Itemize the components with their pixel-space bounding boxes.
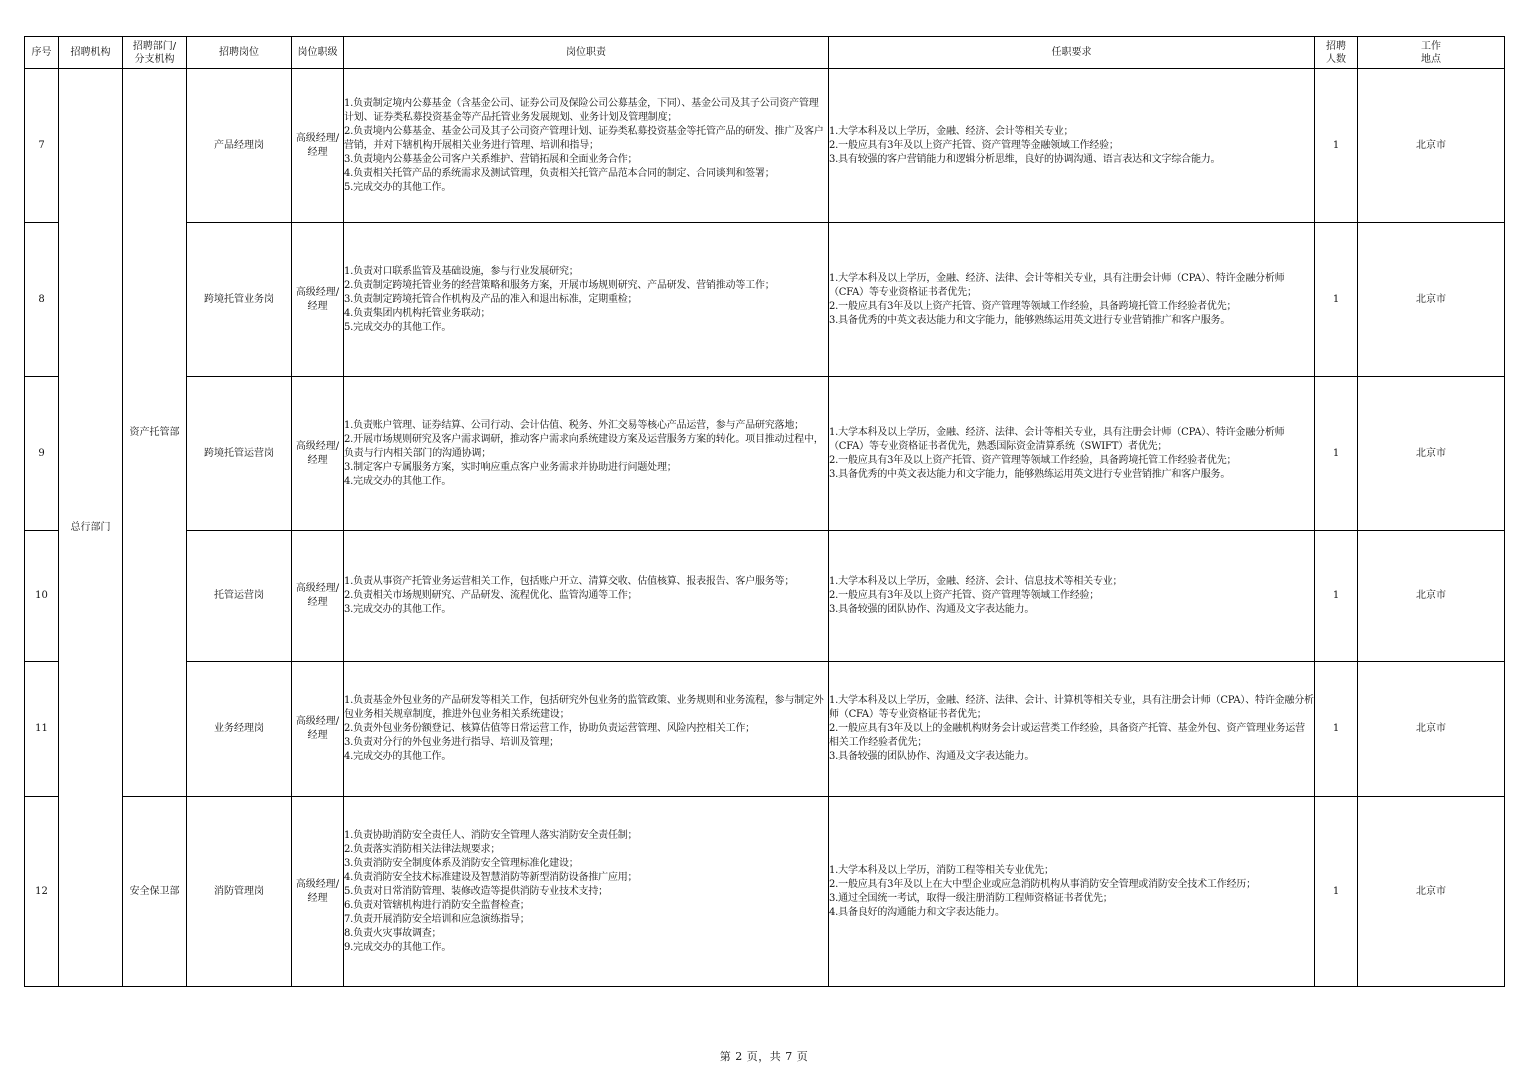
requirement-line: 2.一般应具有3年及以上资产托管、资产管理等领域工作经验，具备跨境托管工作经验者优先； xyxy=(829,454,1237,466)
duty-line: 4.完成交办的其他工作。 xyxy=(344,751,452,762)
duty-line: 2.负责境内公募基金、基金公司及其子公司资产管理计划、证券类私募投资基金等托管产品的研发、推广及客户营销，并对下辖机构开展相关业务进行管理、培训和指导； xyxy=(344,125,824,151)
duty-line: 6.负责对管辖机构进行消防安全监督检查； xyxy=(344,899,530,911)
requirement-line: 2.一般应具有3年及以上资产托管、资产管理等金融领域工作经验； xyxy=(829,139,1119,151)
duty-line: 7.负责开展消防安全培训和应急演练指导； xyxy=(344,913,530,925)
header-count xyxy=(1315,37,1358,69)
dept-cell-security: 安全保卫部 xyxy=(123,797,187,987)
duty-line: 1.负责基金外包业务的产品研发等相关工作，包括研究外包业务的监管政策、业务规则和业务流程，参与制定外包业务相关规章制度，推进外包业务相关系统建设； xyxy=(344,695,824,720)
duties-cell xyxy=(344,377,829,531)
duty-line: 4.负责集团内机构托管业务联动； xyxy=(344,307,491,319)
header-dept xyxy=(123,37,187,69)
duties-cell xyxy=(344,223,829,377)
requirement-line: 1.大学本科及以上学历，金融、经济、法律、会计、计算机等相关专业，具有注册会计师（CPA）、特许金融分析师（CFA）等专业资格证书者优先； xyxy=(829,695,1314,720)
seq-cell: 12 xyxy=(25,797,59,987)
header-count-line1: 招聘 xyxy=(1326,40,1346,52)
duty-line: 2.负责相关市场规则研究、产品研发、流程优化、监管沟通等工作； xyxy=(344,590,638,601)
position-cell: 跨境托管运营岗 xyxy=(187,377,292,531)
header-location xyxy=(1358,37,1505,69)
location-cell: 北京市 xyxy=(1358,797,1505,987)
header-requirements: 任职要求 xyxy=(829,37,1315,69)
count-cell: 1 xyxy=(1315,69,1358,223)
header-dept-line2: 分支机构 xyxy=(134,53,175,65)
level-cell: 高级经理/经理 xyxy=(292,377,344,531)
level-cell: 高级经理/经理 xyxy=(292,662,344,797)
requirement-line: 4.具备良好的沟通能力和文字表达能力。 xyxy=(829,906,1005,918)
dept-cell-custody: 资产托管部 xyxy=(123,69,187,797)
location-cell: 北京市 xyxy=(1358,662,1505,797)
header-level: 岗位职级 xyxy=(292,37,344,69)
duty-line: 1.负责协助消防安全责任人、消防安全管理人落实消防安全责任制； xyxy=(344,829,638,841)
seq-cell: 10 xyxy=(25,531,59,662)
duty-line: 3.负责消防安全制度体系及消防安全管理标准化建设； xyxy=(344,857,579,869)
duty-line: 1.负责从事资产托管业务运营相关工作，包括账户开立、清算交收、估值核算、报表报告、客户服务等； xyxy=(344,576,795,587)
count-cell: 1 xyxy=(1315,531,1358,662)
level-cell: 高级经理/经理 xyxy=(292,69,344,223)
level-cell: 高级经理/经理 xyxy=(292,797,344,987)
count-cell: 1 xyxy=(1315,223,1358,377)
recruitment-table xyxy=(24,36,1505,987)
duties-cell xyxy=(344,69,829,223)
header-position: 招聘岗位 xyxy=(187,37,292,69)
requirement-line: 3.具备较强的团队协作、沟通及文字表达能力。 xyxy=(829,751,1035,762)
duty-line: 5.负责对日常消防管理、装修改造等提供消防专业技术支持； xyxy=(344,885,608,897)
duty-line: 2.负责制定跨境托管业务的经营策略和服务方案，开展市场规则研究、产品研发、营销推动等工作； xyxy=(344,279,775,291)
requirement-line: 3.具有较强的客户营销能力和逻辑分析思维，良好的协调沟通、语言表达和文字综合能力。 xyxy=(829,153,1221,165)
requirement-line: 1.大学本科及以上学历，金融、经济、会计等相关专业； xyxy=(829,125,1074,137)
table-row xyxy=(25,223,1505,377)
duty-line: 1.负责制定境内公募基金（含基金公司、证券公司及保险公司公募基金，下同）、基金公司及其子公司资产管理计划、证券类私募投资基金等产品托管业务发展规划、业务计划及管理制度； xyxy=(344,97,819,123)
table-row xyxy=(25,69,1505,223)
position-cell: 托管运营岗 xyxy=(187,531,292,662)
count-cell: 1 xyxy=(1315,377,1358,531)
requirements-cell xyxy=(829,69,1315,223)
position-cell: 产品经理岗 xyxy=(187,69,292,223)
requirement-line: 2.一般应具有3年及以上资产托管、资产管理等领域工作经验，具备跨境托管工作经验者优先； xyxy=(829,300,1237,312)
table-row xyxy=(25,662,1505,797)
header-location-line2: 地点 xyxy=(1421,53,1441,65)
position-cell: 业务经理岗 xyxy=(187,662,292,797)
seq-cell: 7 xyxy=(25,69,59,223)
header-org: 招聘机构 xyxy=(59,37,123,69)
duty-line: 5.完成交办的其他工作。 xyxy=(344,321,452,333)
header-duties: 岗位职责 xyxy=(344,37,829,69)
seq-cell: 8 xyxy=(25,223,59,377)
requirements-cell xyxy=(829,797,1315,987)
duty-line: 4.负责消防安全技术标准建设及智慧消防等新型消防设备推广应用； xyxy=(344,871,638,883)
duty-line: 9.完成交办的其他工作。 xyxy=(344,941,452,953)
header-count-line2: 人数 xyxy=(1326,53,1346,65)
requirement-line: 1.大学本科及以上学历，金融、经济、会计、信息技术等相关专业； xyxy=(829,576,1123,587)
duties-cell xyxy=(344,797,829,987)
requirement-line: 3.具备优秀的中英文表达能力和文字能力，能够熟练运用英文进行专业营销推广和客户服务。 xyxy=(829,314,1231,326)
org-cell: 总行部门 xyxy=(59,69,123,987)
duty-line: 1.负责对口联系监管及基础设施，参与行业发展研究； xyxy=(344,265,579,277)
duty-line: 5.完成交办的其他工作。 xyxy=(344,181,452,193)
duty-line: 3.负责制定跨境托管合作机构及产品的准入和退出标准，定期重检； xyxy=(344,293,638,305)
duty-line: 3.负责对分行的外包业务进行指导、培训及管理； xyxy=(344,737,559,748)
location-cell: 北京市 xyxy=(1358,377,1505,531)
count-cell: 1 xyxy=(1315,797,1358,987)
table-row xyxy=(25,531,1505,662)
duty-line: 4.完成交办的其他工作。 xyxy=(344,475,452,487)
requirement-line: 3.通过全国统一考试，取得一级注册消防工程师资格证书者优先； xyxy=(829,892,1113,904)
duties-cell xyxy=(344,662,829,797)
position-cell: 跨境托管业务岗 xyxy=(187,223,292,377)
requirements-cell xyxy=(829,223,1315,377)
page-number: 第 2 页，共 7 页 xyxy=(719,1050,809,1063)
level-cell: 高级经理/经理 xyxy=(292,531,344,662)
duty-line: 3.负责境内公募基金公司客户关系维护、营销拓展和全面业务合作； xyxy=(344,153,638,165)
count-cell: 1 xyxy=(1315,662,1358,797)
requirement-line: 3.具备较强的团队协作、沟通及文字表达能力。 xyxy=(829,604,1035,615)
requirement-line: 2.一般应具有3年及以上资产托管、资产管理等领域工作经验； xyxy=(829,590,1100,601)
duty-line: 2.负责外包业务份额登记、核算估值等日常运营工作，协助负责运营管理、风险内控相关工作； xyxy=(344,723,755,734)
seq-cell: 11 xyxy=(25,662,59,797)
level-cell: 高级经理/经理 xyxy=(292,223,344,377)
seq-cell: 9 xyxy=(25,377,59,531)
requirements-cell xyxy=(829,377,1315,531)
requirement-line: 1.大学本科及以上学历，金融、经济、法律、会计等相关专业，具有注册会计师（CPA）、特许金融分析师（CFA）等专业资格证书者优先； xyxy=(829,272,1285,298)
table-row xyxy=(25,797,1505,987)
duty-line: 2.开展市场规则研究及客户需求调研，推动客户需求向系统建设方案及运营服务方案的转化。项目推动过程中，负责与行内相关部门的沟通协调； xyxy=(344,433,824,459)
requirement-line: 2.一般应具有3年及以上在大中型企业或应急消防机构从事消防安全管理或消防安全技术工作经历； xyxy=(829,878,1256,890)
header-dept-line1: 招聘部门/ xyxy=(132,40,177,52)
table-row xyxy=(25,377,1505,531)
duty-line: 4.负责相关托管产品的系统需求及测试管理，负责相关托管产品范本合同的制定、合同谈判和签署； xyxy=(344,167,775,179)
header-row xyxy=(25,37,1505,69)
location-cell: 北京市 xyxy=(1358,223,1505,377)
requirement-line: 1.大学本科及以上学历，金融、经济、法律、会计等相关专业，具有注册会计师（CPA）、特许金融分析师（CFA）等专业资格证书者优先，熟悉国际资金清算系统（SWIFT）者优先； xyxy=(829,426,1285,452)
requirement-line: 2.一般应具有3年及以上的金融机构财务会计或运营类工作经验，具备资产托管、基金外包、资产管理业务运营相关工作经验者优先； xyxy=(829,723,1305,748)
duty-line: 8.负责火灾事故调查； xyxy=(344,927,442,939)
duty-line: 3.完成交办的其他工作。 xyxy=(344,604,452,615)
position-cell: 消防管理岗 xyxy=(187,797,292,987)
requirements-cell xyxy=(829,662,1315,797)
header-seq: 序号 xyxy=(25,37,59,69)
header-location-line1: 工作 xyxy=(1421,40,1441,52)
duty-line: 2.负责落实消防相关法律法规要求； xyxy=(344,843,501,855)
requirement-line: 3.具备优秀的中英文表达能力和文字能力，能够熟练运用英文进行专业营销推广和客户服务。 xyxy=(829,468,1231,480)
requirements-cell xyxy=(829,531,1315,662)
requirement-line: 1.大学本科及以上学历，消防工程等相关专业优先； xyxy=(829,864,1054,876)
duties-cell xyxy=(344,531,829,662)
location-cell: 北京市 xyxy=(1358,69,1505,223)
duty-line: 1.负责账户管理、证券结算、公司行动、会计估值、税务、外汇交易等核心产品运营，参与产品研究落地； xyxy=(344,419,804,431)
location-cell: 北京市 xyxy=(1358,531,1505,662)
duty-line: 3.制定客户专属服务方案，实时响应重点客户业务需求并协助进行问题处理； xyxy=(344,461,677,473)
